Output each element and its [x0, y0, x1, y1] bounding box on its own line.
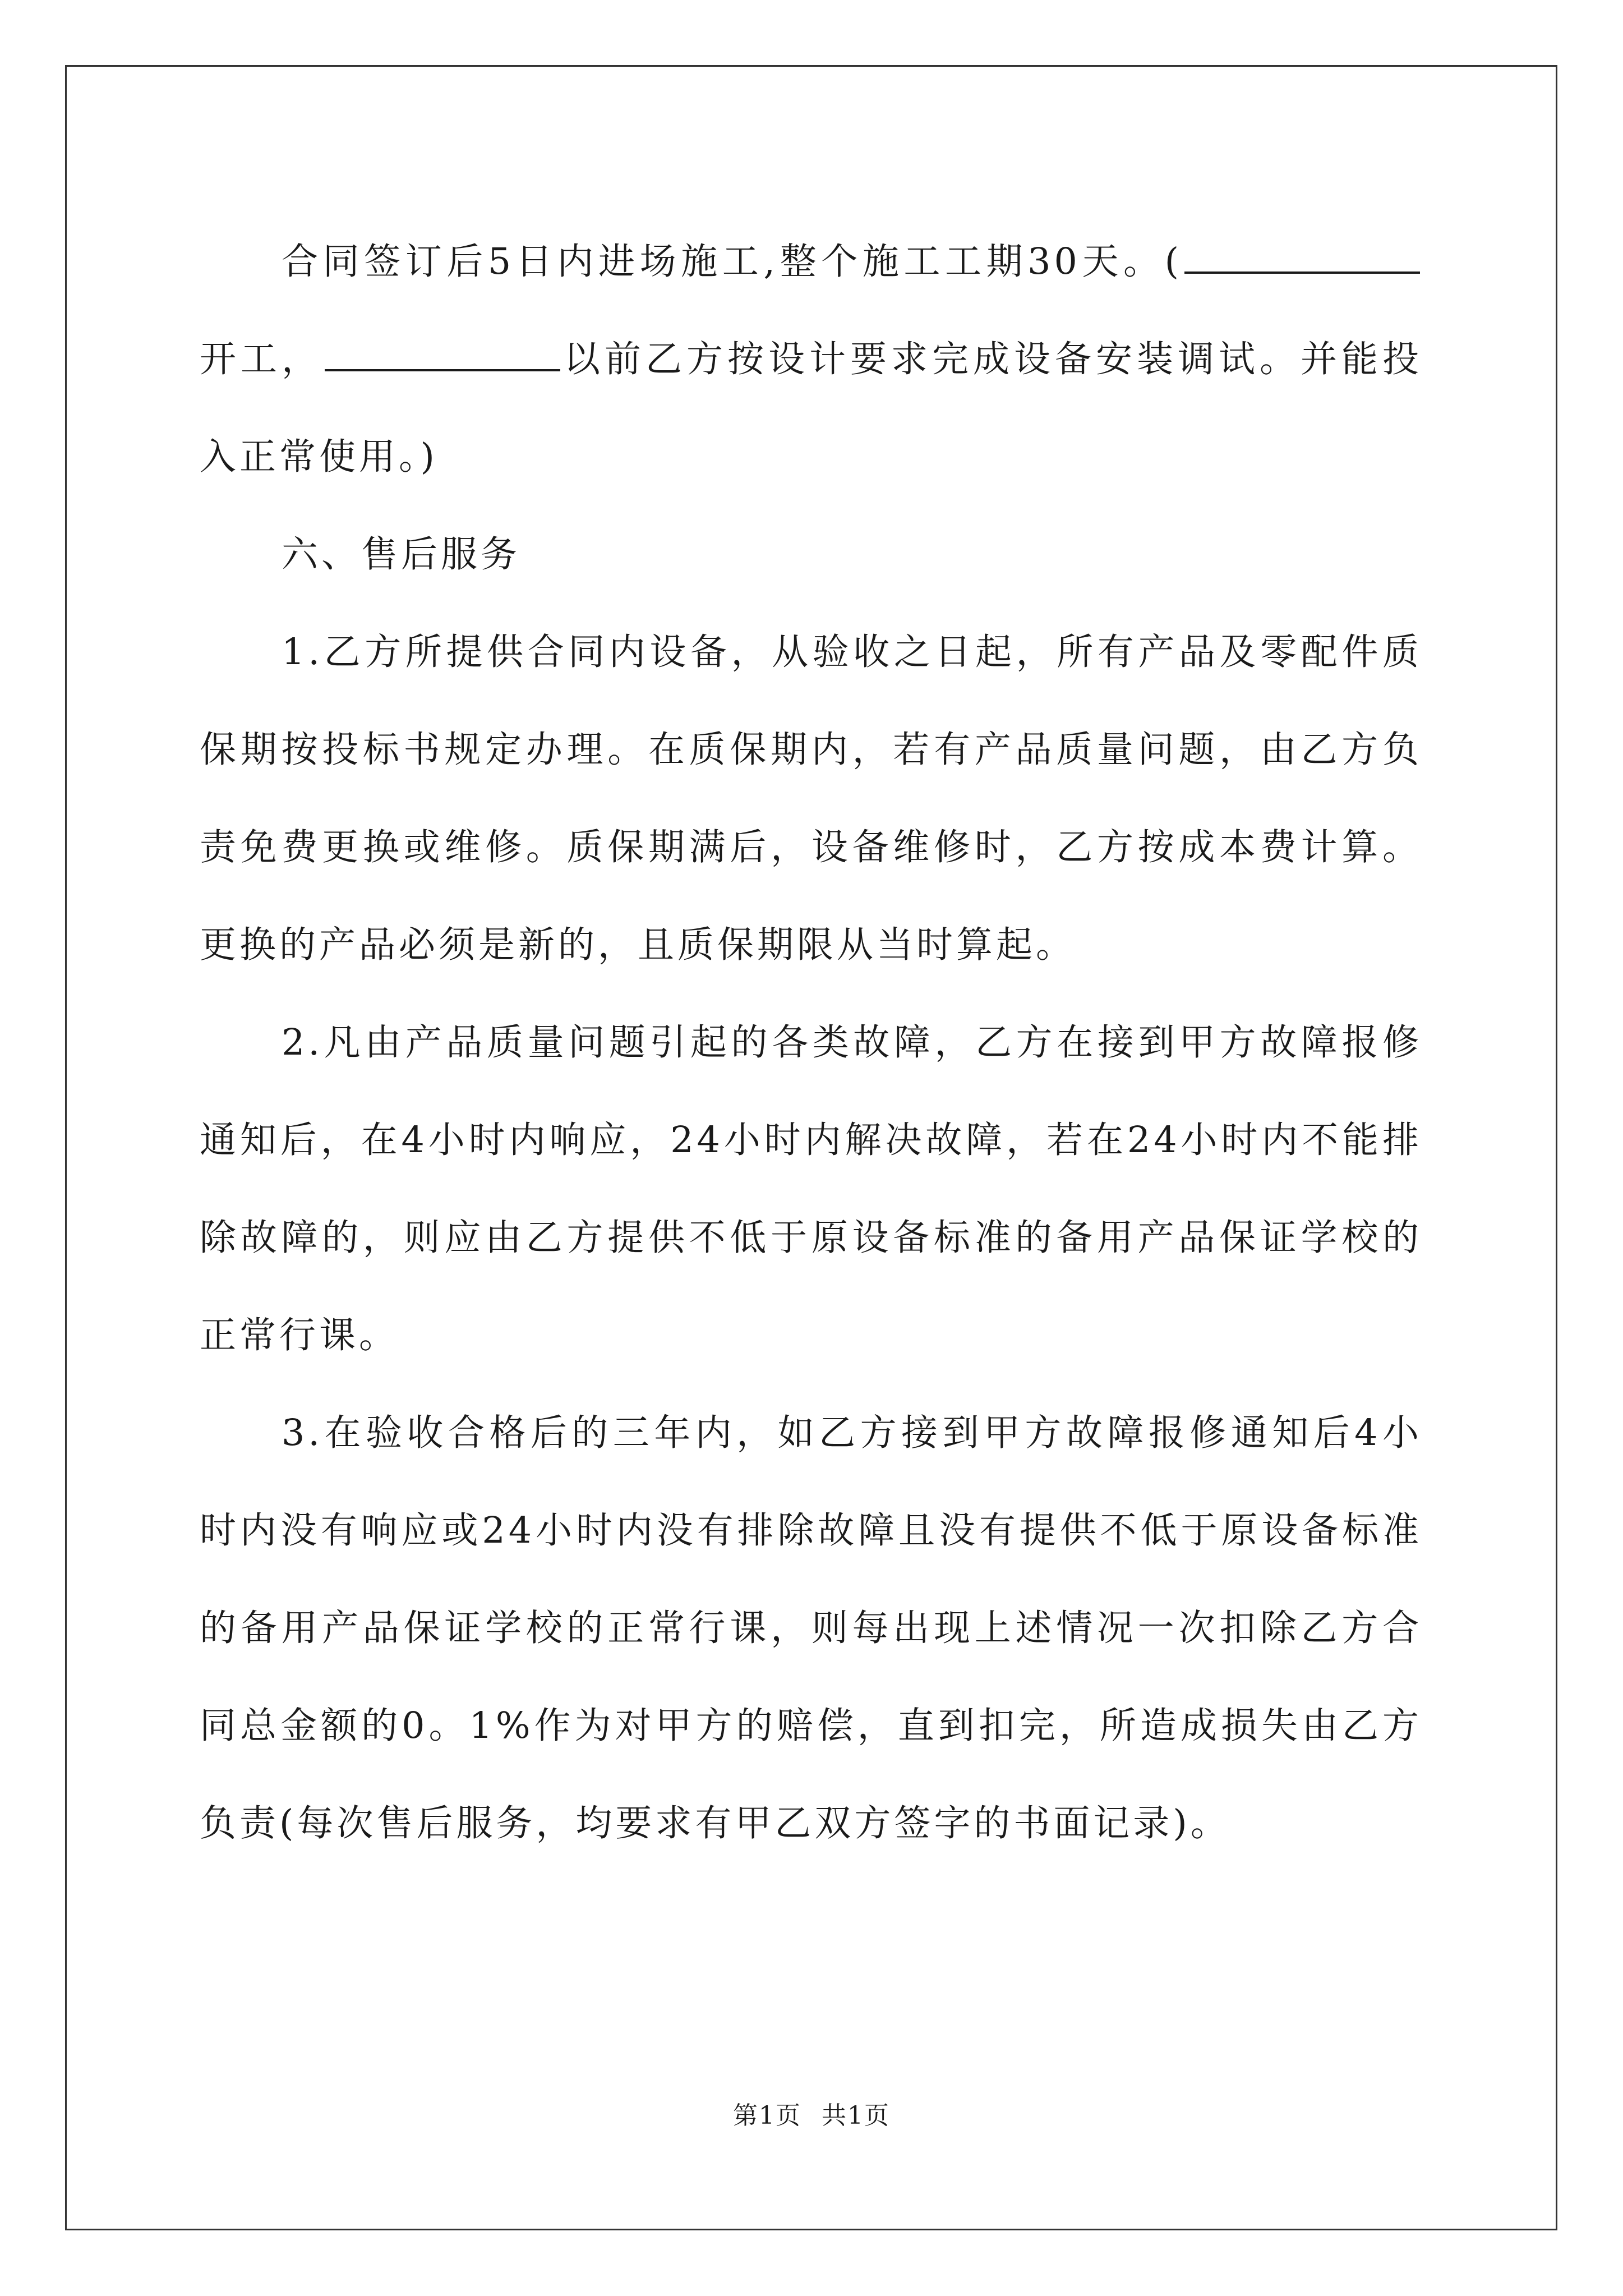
paragraph-item-3: 3.在验收合格后的三年内，如乙方接到甲方故障报修通知后4小时内没有响应或24小时内没有排除故障且没有提供不低于原设备标准的备用产品保证学校的正常行课，则每出现上述情况一次扣除乙方合同总金额的0。1%作为对甲方的赔偿，直到扣完，所造成损失由乙方负责(每次售后服务，均要求有甲乙双方签字的书面记录)。: [200, 1412, 1422, 1844]
section-heading: 六、售后服务: [282, 533, 521, 576]
schedule-text-2: 开工，: [200, 338, 322, 380]
page-number: 第1页: [733, 2101, 801, 2130]
paragraph-schedule: [200, 213, 1422, 506]
schedule-text-3: 以前乙方按设计要求完成设备安装调试。并能投入正常使用。): [200, 338, 1422, 478]
paragraph-item-2: 2.凡由产品质量问题引起的各类故障，乙方在接到甲方故障报修通知后，在4小时内响应，24小时内解决故障，若在24小时内不能排除故障的，则应由乙方提供不低于原设备标准的备用产品保证学校的正常行课。: [200, 1022, 1422, 1356]
document-body: [200, 213, 1422, 1872]
schedule-text-1: 合同签订后5日内进场施工,整个施工工期30天。(: [282, 241, 1182, 283]
blank-start-date: [1184, 240, 1420, 274]
page-footer: [0, 2095, 1623, 2131]
blank-end-date: [325, 338, 560, 371]
page-total: 共1页: [822, 2101, 890, 2130]
paragraph-item-1: 1.乙方所提供合同内设备，从验收之日起，所有产品及零配件质保期按投标书规定办理。在质保期内，若有产品质量问题，由乙方负责免费更换或维修。质保期满后，设备维修时，乙方按成本费计算。更换的产品必须是新的，且质保期限从当时算起。: [200, 631, 1422, 966]
